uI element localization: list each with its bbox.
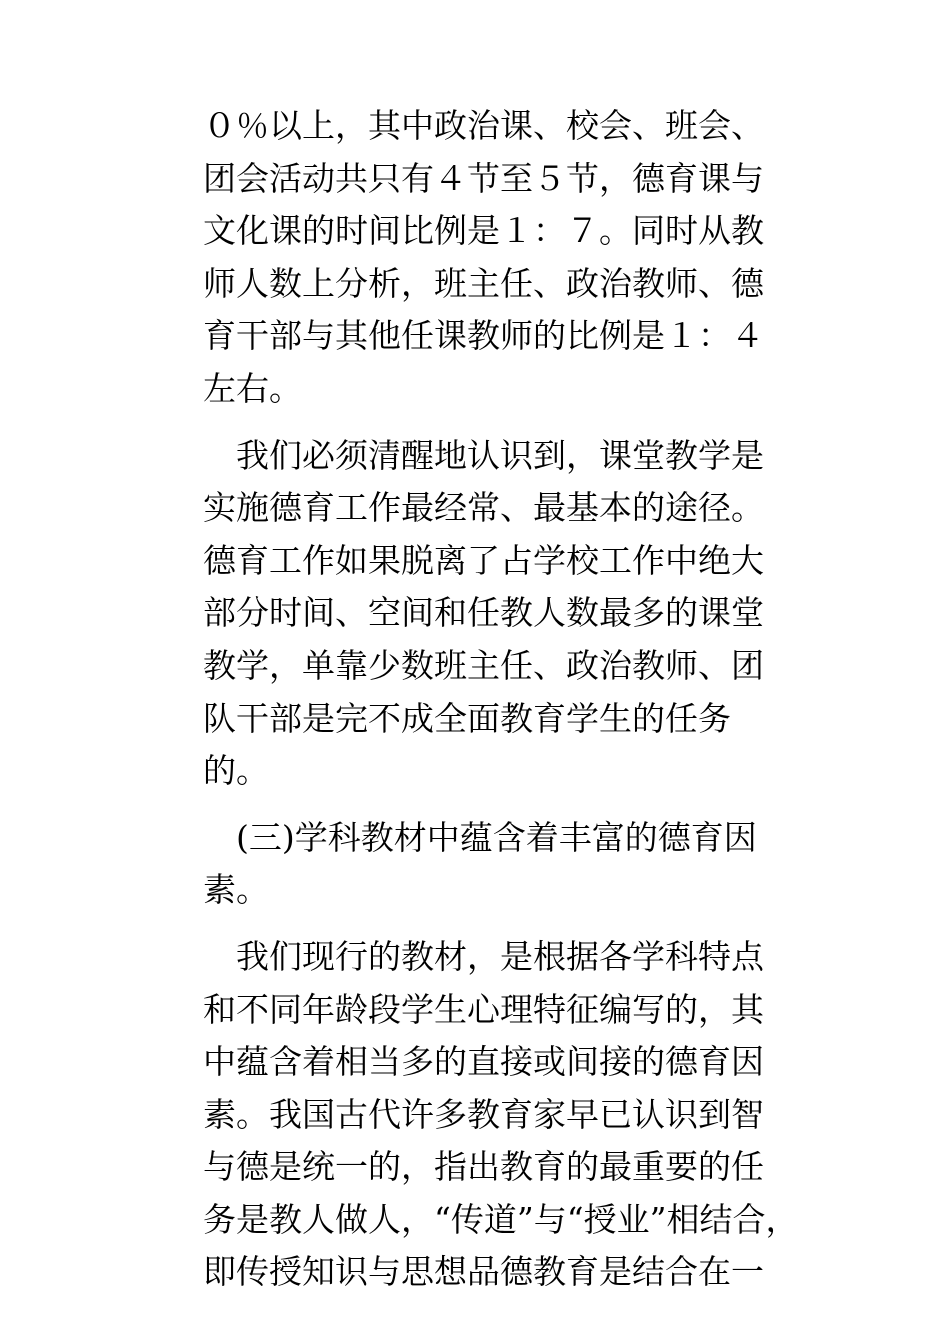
- text-line: 素。我国古代许多教育家早已认识到智: [203, 1094, 764, 1134]
- text-line: 素。: [203, 870, 269, 910]
- text-line: 育干部与其他任课教师的比例是１：４: [203, 316, 764, 356]
- paragraph: [203, 931, 803, 1299]
- text-line: 和不同年龄段学生心理特征编写的，其: [203, 989, 764, 1029]
- text-line: ０％以上，其中政治课、校会、班会、: [203, 106, 764, 145]
- section-heading: (三)学科教材中蕴含着丰富的德育因: [236, 817, 757, 857]
- text-line: 务是教人做人，“传道”与“授业”相结合，: [203, 1199, 799, 1239]
- text-line: 我们现行的教材，是根据各学科特点: [236, 936, 764, 976]
- text-line: 团会活动共只有４节至５节，德育课与: [203, 158, 764, 198]
- text-line: 队干部是完不成全面教育学生的任务: [203, 698, 731, 738]
- body-text: [203, 100, 803, 1299]
- text-line: 德育工作如果脱离了占学校工作中绝大: [203, 540, 764, 580]
- text-line: 我们必须清醒地认识到，课堂教学是: [236, 435, 764, 475]
- text-line: 中蕴含着相当多的直接或间接的德育因: [203, 1042, 764, 1082]
- text-line: 与德是统一的，指出教育的最重要的任: [203, 1147, 764, 1187]
- text-line: 左右。: [203, 368, 302, 408]
- paragraph: [203, 812, 803, 917]
- text-line: 部分时间、空间和任教人数最多的课堂: [203, 593, 764, 633]
- text-line: 的。: [203, 751, 269, 791]
- text-line: 文化课的时间比例是１：７。同时从教: [203, 211, 764, 251]
- text-line: 即传授知识与思想品德教育是结合在一: [203, 1252, 764, 1292]
- text-line: 实施德育工作最经常、最基本的途径。: [203, 488, 764, 528]
- paragraph: [203, 430, 803, 798]
- text-line: 师人数上分析，班主任、政治教师、德: [203, 263, 764, 303]
- paragraph: [203, 100, 803, 416]
- text-line: 教学，单靠少数班主任、政治教师、团: [203, 645, 764, 685]
